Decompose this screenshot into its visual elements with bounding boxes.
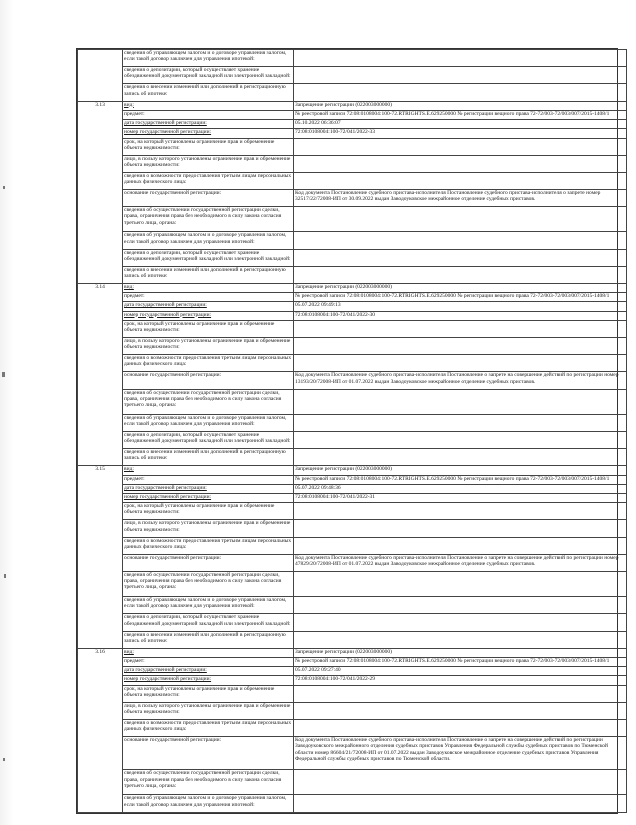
scan-speck bbox=[2, 372, 5, 377]
field-label: сведения о депозитарии, который осуществляет хранение обездвиженной документарной закладной или электронной закладной: bbox=[123, 431, 294, 448]
field-label: номер государственной регистрации: bbox=[123, 129, 294, 138]
field-value bbox=[294, 770, 627, 795]
table-row bbox=[78, 172, 627, 189]
document-page bbox=[76, 48, 618, 814]
table-row bbox=[78, 614, 627, 631]
table-row bbox=[78, 795, 627, 813]
table-row bbox=[78, 293, 627, 302]
field-value bbox=[294, 414, 627, 431]
field-label: основание государственной регистрации: bbox=[123, 737, 294, 770]
field-value bbox=[294, 795, 627, 813]
field-label: сведения об управляющем залогом и о договоре управления залогом, если такой договор заключен для управления ипотекой: bbox=[123, 597, 294, 614]
table-row bbox=[78, 702, 627, 719]
field-label: дата государственной регистрации: bbox=[123, 667, 294, 676]
field-label: срок, на который установлены ограничение прав и обременение объекта недвижимости: bbox=[123, 685, 294, 702]
field-value: 72:08:0108004:100-72/041/2022-31 bbox=[294, 494, 627, 503]
record-number: 3.16 bbox=[78, 648, 123, 812]
field-label: сведения об управляющем залогом и о договоре управления залогом, если такой договор заключен для управления ипотекой: bbox=[123, 414, 294, 431]
field-label: сведения о возможности предоставления третьим лицам персональных данных физического лица: bbox=[123, 537, 294, 554]
field-value: № реестровой записи 72:08:0108004:100-72.RTRIGHTS.E.629250000 № регистрации вещного права 72-72/003-72/003/007/2015-1408/1 bbox=[294, 475, 627, 484]
field-value bbox=[294, 67, 627, 84]
field-value: 05.07.2022 09:27:40 bbox=[294, 667, 627, 676]
table-row bbox=[78, 249, 627, 266]
field-label: предмет: bbox=[123, 293, 294, 302]
field-value: 05.07.2022 09:49:13 bbox=[294, 302, 627, 311]
field-label: дата государственной регистрации: bbox=[123, 484, 294, 493]
field-label: сведения о внесении изменений или дополнений в регистрационную запись об ипотеке: bbox=[123, 631, 294, 648]
field-value bbox=[294, 249, 627, 266]
record-number bbox=[78, 50, 123, 102]
table-row bbox=[78, 676, 627, 685]
field-label: предмет: bbox=[123, 110, 294, 119]
field-label: сведения об управляющем залогом и о договоре управления залогом, если такой договор заключен для управления ипотекой: bbox=[123, 232, 294, 249]
field-label: сведения об осуществлении государственной регистрации сделки, права, ограничения права без необходимого в силу закона согласия третьего лица, органа: bbox=[123, 770, 294, 795]
field-value bbox=[294, 520, 627, 537]
table-row bbox=[78, 84, 627, 101]
table-row bbox=[78, 283, 627, 292]
field-label: сведения об управляющем залогом и о договоре управления залогом, если такой договор заключен для управления ипотекой: bbox=[123, 795, 294, 813]
field-value: Код документа Постановление судебного пристава-исполнителя Постановление о запрете на совершение действий по регистрации Заводоуковского межрайонного отделения судебных приставов Управления Федеральной службы судебных приставов по Тюменской области номер 86604/21/72008-ИП от 01.07.2022 выдан Заводоуковское межрайонное отделение судебных приставов Управления Федеральной службы судебных приставов по Тюменской области. bbox=[294, 737, 627, 770]
field-value bbox=[294, 50, 627, 67]
table-row bbox=[78, 120, 627, 129]
field-value: Код документа Постановление судебного пристава-исполнителя Постановление о запрете на совершение действий по регистрации номер 13193/20/72008-ИП от 01.07.2022 выдан Заводоуковское межрайонное отделение судебных приставов. bbox=[294, 372, 627, 389]
table-row bbox=[78, 537, 627, 554]
field-label: лицо, в пользу которого установлены ограничение прав и обременение объекта недвижимости: bbox=[123, 520, 294, 537]
table-row bbox=[78, 338, 627, 355]
field-label: основание государственной регистрации: bbox=[123, 372, 294, 389]
table-row bbox=[78, 414, 627, 431]
field-label: дата государственной регистрации: bbox=[123, 120, 294, 129]
field-value: Запрещение регистрации (022003000000) bbox=[294, 466, 627, 475]
field-label: сведения о возможности предоставления третьим лицам персональных данных физического лица: bbox=[123, 355, 294, 372]
field-value: Запрещение регистрации (022003000000) bbox=[294, 283, 627, 292]
field-value bbox=[294, 720, 627, 737]
record-number: 3.14 bbox=[78, 283, 123, 465]
table-row bbox=[78, 101, 627, 110]
record-number: 3.15 bbox=[78, 466, 123, 648]
field-label: вид: bbox=[123, 101, 294, 110]
field-value bbox=[294, 597, 627, 614]
table-row bbox=[78, 520, 627, 537]
field-value bbox=[294, 155, 627, 172]
field-label: сведения об осуществлении государственной регистрации сделки, права, ограничения права без необходимого в силу закона согласия третьего лица, органа: bbox=[123, 207, 294, 232]
table-row bbox=[78, 389, 627, 414]
field-label: сведения о внесении изменений или дополнений в регистрационную запись об ипотеке: bbox=[123, 84, 294, 101]
table-row bbox=[78, 503, 627, 520]
field-label: лицо, в пользу которого установлены ограничение прав и обременение объекта недвижимости: bbox=[123, 338, 294, 355]
table-row bbox=[78, 554, 627, 571]
field-label: лицо, в пользу которого установлены ограничение прав и обременение объекта недвижимости: bbox=[123, 155, 294, 172]
field-value bbox=[294, 207, 627, 232]
table-row bbox=[78, 475, 627, 484]
field-label: лицо, в пользу которого установлены ограничение прав и обременение объекта недвижимости: bbox=[123, 702, 294, 719]
table-row bbox=[78, 737, 627, 770]
field-value bbox=[294, 537, 627, 554]
field-value bbox=[294, 631, 627, 648]
field-label: срок, на который установлены ограничение прав и обременение объекта недвижимости: bbox=[123, 320, 294, 337]
field-label: сведения о депозитарии, который осуществляет хранение обездвиженной документарной закладной или электронной закладной: bbox=[123, 67, 294, 84]
field-label: вид: bbox=[123, 648, 294, 657]
scan-speck bbox=[4, 574, 6, 578]
field-value: № реестровой записи 72:08:0108004:100-72.RTRIGHTS.E.629250000 № регистрации вещного права 72-72/003-72/003/007/2015-1408/1 bbox=[294, 293, 627, 302]
field-value: Запрещение регистрации (022003000000) bbox=[294, 648, 627, 657]
field-value: 72:08:0108004:100-72/041/2022-29 bbox=[294, 676, 627, 685]
field-value bbox=[294, 431, 627, 448]
field-label: сведения о внесении изменений или дополнений в регистрационную запись об ипотеке: bbox=[123, 266, 294, 283]
table-row bbox=[78, 207, 627, 232]
field-value bbox=[294, 320, 627, 337]
field-label: сведения о депозитарии, который осуществляет хранение обездвиженной документарной закладной или электронной закладной: bbox=[123, 249, 294, 266]
field-value bbox=[294, 355, 627, 372]
field-label: основание государственной регистрации: bbox=[123, 190, 294, 207]
registry-table-body bbox=[78, 50, 627, 813]
field-value bbox=[294, 503, 627, 520]
table-row bbox=[78, 50, 627, 67]
table-row bbox=[78, 685, 627, 702]
field-label: сведения об управляющем залогом и о договоре управления залогом, если такой договор заключен для управления ипотекой: bbox=[123, 50, 294, 67]
field-label: номер государственной регистрации: bbox=[123, 676, 294, 685]
table-row bbox=[78, 129, 627, 138]
field-label: основание государственной регистрации: bbox=[123, 554, 294, 571]
field-value bbox=[294, 572, 627, 597]
field-value bbox=[294, 172, 627, 189]
table-row bbox=[78, 138, 627, 155]
table-row bbox=[78, 667, 627, 676]
table-row bbox=[78, 155, 627, 172]
field-value: Код документа Постановление судебного пристава-исполнителя Постановление судебного пристава-исполнителя о запрете номер 32517/22/72008-ИП от 30.09.2022 выдан Заводоуковское межрайонное отделение судебных приставов. bbox=[294, 190, 627, 207]
table-row bbox=[78, 597, 627, 614]
table-row bbox=[78, 466, 627, 475]
table-row bbox=[78, 449, 627, 466]
table-row bbox=[78, 648, 627, 657]
field-value bbox=[294, 702, 627, 719]
field-label: вид: bbox=[123, 466, 294, 475]
table-row bbox=[78, 657, 627, 666]
table-row bbox=[78, 431, 627, 448]
scan-speck bbox=[3, 186, 5, 189]
field-value: 05.07.2022 09:48:36 bbox=[294, 484, 627, 493]
field-label: предмет: bbox=[123, 475, 294, 484]
field-value bbox=[294, 614, 627, 631]
table-row bbox=[78, 302, 627, 311]
table-row bbox=[78, 311, 627, 320]
field-value bbox=[294, 389, 627, 414]
field-label: сведения о внесении изменений или дополнений в регистрационную запись об ипотеке: bbox=[123, 449, 294, 466]
field-label: сведения о возможности предоставления третьим лицам персональных данных физического лица: bbox=[123, 720, 294, 737]
table-row bbox=[78, 320, 627, 337]
field-value bbox=[294, 84, 627, 101]
table-row bbox=[78, 266, 627, 283]
table-row bbox=[78, 190, 627, 207]
field-value bbox=[294, 232, 627, 249]
scan-speck bbox=[3, 758, 5, 761]
table-row bbox=[78, 631, 627, 648]
record-number: 3.13 bbox=[78, 101, 123, 283]
table-row bbox=[78, 494, 627, 503]
table-row bbox=[78, 355, 627, 372]
field-label: срок, на который установлены ограничение прав и обременение объекта недвижимости: bbox=[123, 138, 294, 155]
field-value: № реестровой записи 72:08:0108004:100-72.RTRIGHTS.E.629250000 № регистрации вещного права 72-72/003-72/003/007/2015-1408/1 bbox=[294, 657, 627, 666]
table-row bbox=[78, 232, 627, 249]
table-row bbox=[78, 67, 627, 84]
field-value: 05.10.2022 06:36:07 bbox=[294, 120, 627, 129]
scan-left-edge bbox=[0, 0, 14, 825]
field-value: Код документа Постановление судебного пристава-исполнителя Постановление о запрете на совершение действий по регистрации номер 47829/20/72008-ИП от 01.07.2022 выдан Заводоуковское межрайонное отделение судебных приставов. bbox=[294, 554, 627, 571]
field-value: 72:08:0108004:100-72/041/2022-33 bbox=[294, 129, 627, 138]
table-row bbox=[78, 720, 627, 737]
table-row bbox=[78, 484, 627, 493]
registry-table bbox=[77, 49, 627, 813]
field-value: № реестровой записи 72:08:0108004:100-72.RTRIGHTS.E.629250000 № регистрации вещного права 72-72/003-72/003/007/2015-1408/1 bbox=[294, 110, 627, 119]
field-label: вид: bbox=[123, 283, 294, 292]
field-value bbox=[294, 138, 627, 155]
table-row bbox=[78, 372, 627, 389]
field-label: сведения об осуществлении государственной регистрации сделки, права, ограничения права без необходимого в силу закона согласия третьего лица, органа: bbox=[123, 572, 294, 597]
field-label: дата государственной регистрации: bbox=[123, 302, 294, 311]
table-row bbox=[78, 110, 627, 119]
field-value: 72:08:0108004:100-72/041/2022-30 bbox=[294, 311, 627, 320]
field-label: номер государственной регистрации: bbox=[123, 311, 294, 320]
field-label: срок, на который установлены ограничение прав и обременение объекта недвижимости: bbox=[123, 503, 294, 520]
field-value bbox=[294, 685, 627, 702]
field-label: сведения о возможности предоставления третьим лицам персональных данных физического лица: bbox=[123, 172, 294, 189]
field-label: предмет: bbox=[123, 657, 294, 666]
table-row bbox=[78, 770, 627, 795]
field-label: номер государственной регистрации: bbox=[123, 494, 294, 503]
field-value bbox=[294, 449, 627, 466]
field-label: сведения о депозитарии, который осуществляет хранение обездвиженной документарной закладной или электронной закладной: bbox=[123, 614, 294, 631]
table-row bbox=[78, 572, 627, 597]
field-label: сведения об осуществлении государственной регистрации сделки, права, ограничения права без необходимого в силу закона согласия третьего лица, органа: bbox=[123, 389, 294, 414]
field-value: Запрещение регистрации (022003000000) bbox=[294, 101, 627, 110]
field-value bbox=[294, 266, 627, 283]
field-value bbox=[294, 338, 627, 355]
